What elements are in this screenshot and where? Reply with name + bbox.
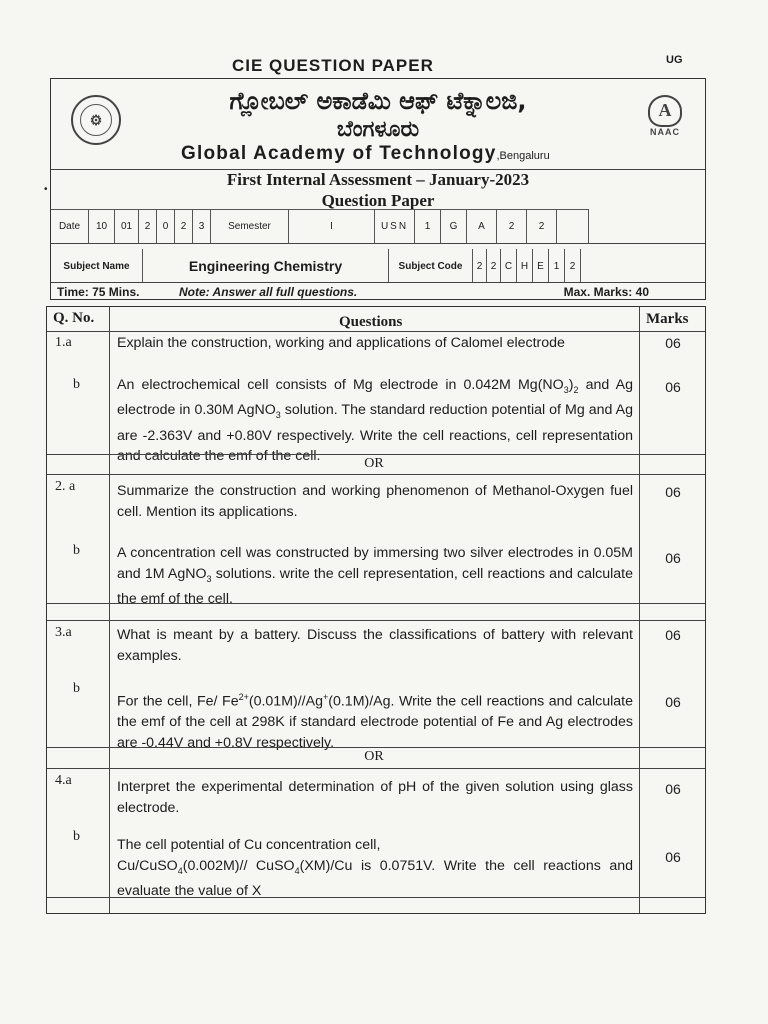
date-digit: 0 (157, 209, 175, 243)
max-marks: Max. Marks: 40 (563, 285, 649, 299)
question-number: 3.a (55, 625, 72, 640)
level-label: UG (666, 54, 683, 66)
usn-char: G (441, 209, 467, 243)
question-marks: 06 (665, 627, 681, 643)
question-number: b (73, 829, 80, 844)
date-digit: 10 (89, 209, 115, 243)
question-text: What is meant by a battery. Discuss the classifications of battery with relevant examples. (117, 627, 633, 664)
document-label: Question Paper (321, 191, 435, 210)
header-marks: Marks (646, 311, 689, 327)
question-text: An electrochemical cell consists of Mg electrode in 0.042M $Mg(NO_3)_2$ and Ag electrode in 0.30M AgNO$_3$ solution. The standard reduction potential of Mg and Ag are -2.363V and +0.80V respectively. Write the cell reactions, cell representation and calculate the emf of the cell. (117, 377, 634, 465)
instructions-note: Note: Answer all full questions. (179, 285, 358, 299)
subject-code-char: C (501, 249, 517, 283)
row-divider (47, 897, 705, 898)
date-usn-row (51, 209, 611, 243)
subject-name-label: Subject Name (51, 249, 143, 283)
question-number: b (73, 681, 80, 696)
date-digit: 2 (175, 209, 193, 243)
time-note-row (51, 283, 705, 301)
semester-label: Semester (211, 209, 289, 243)
column-divider (109, 307, 110, 913)
naac-grade: A (648, 95, 682, 127)
date-label: Date (51, 209, 89, 243)
institution-name-kannada: ಗ್ಲೋಬಲ್ ಅಕಾಡೆಮಿ ಆಫ್ ಟೆಕ್ನಾಲಜಿ, (229, 87, 527, 115)
usn-char: 1 (415, 209, 441, 243)
row-divider (47, 331, 705, 332)
question-marks: 06 (665, 781, 681, 797)
question-text: Interpret the experimental determination of pH of the given solution using glass electrode. (117, 779, 633, 816)
assessment-title: First Internal Assessment – January-2023 (226, 170, 530, 189)
subject-code-char: 2 (565, 249, 581, 283)
question-marks: 06 (665, 849, 681, 865)
institution-logo-icon: ⚙ (71, 95, 121, 145)
date-digit: 3 (193, 209, 211, 243)
questions-table (46, 306, 706, 914)
semester-value: I (289, 209, 375, 243)
row-divider (47, 454, 705, 455)
question-marks: 06 (665, 335, 681, 351)
question-marks: 06 (665, 694, 681, 710)
header-box (50, 78, 706, 300)
question-marks: 06 (665, 379, 681, 395)
time-allowed: Time: 75 Mins. (57, 285, 140, 299)
subject-code-char: 1 (549, 249, 565, 283)
margin-dot: • (44, 184, 48, 195)
row-divider (47, 768, 705, 769)
or-separator: OR (364, 749, 384, 764)
question-number: b (73, 377, 80, 392)
subject-code-char: 2 (487, 249, 501, 283)
usn-label: USN (375, 209, 415, 243)
subject-code-char: E (533, 249, 549, 283)
row-divider (47, 474, 705, 475)
institution-name (181, 143, 550, 165)
question-text: Explain the construction, working and applications of Calomel electrode (117, 335, 565, 351)
row-divider (47, 747, 705, 748)
institution-city-kannada: ಬೆಂಗಳೂರು (336, 117, 420, 142)
divider (51, 243, 705, 244)
question-marks: 06 (665, 484, 681, 500)
column-divider (639, 307, 640, 913)
subject-code-char: H (517, 249, 533, 283)
question-text: A concentration cell was constructed by immersing two silver electrodes in 0.05M and 1M AgNO$_3$ solutions. write the cell representation, cell reactions and calculate the emf of the cell. (117, 545, 633, 607)
usn-char: 2 (527, 209, 557, 243)
subject-code-label: Subject Code (389, 249, 473, 283)
header-questions: Questions (339, 314, 403, 330)
row-divider (47, 620, 705, 621)
question-text: For the cell, Fe/ $Fe^{2+}(0.01M)//Ag^+(0.1M)/Ag$. Write the cell reactions and calculate the emf of the cell at 298K if standard electrode potential of Fe and Ag electrodes are -0.44V and +0.8V respectively. (117, 692, 634, 751)
naac-text: NAAC (650, 127, 680, 137)
question-text: Summarize the construction and working phenomenon of Methanol-Oxygen fuel cell. Mention its applications. (117, 483, 633, 520)
institution-location: ,Bengaluru (496, 150, 550, 162)
usn-char-empty (557, 209, 589, 243)
or-separator: OR (364, 456, 384, 471)
usn-char: A (467, 209, 497, 243)
question-marks: 06 (665, 550, 681, 566)
header-qno: Q. No. (53, 310, 95, 326)
question-number: 4.a (55, 773, 72, 788)
subject-name: Engineering Chemistry (143, 249, 389, 283)
row-divider (47, 603, 705, 604)
usn-char: 2 (497, 209, 527, 243)
question-number: 1.a (55, 335, 72, 350)
date-digit: 01 (115, 209, 139, 243)
paper-title: CIE QUESTION PAPER (232, 56, 434, 75)
institution-name-text: Global Academy of Technology (181, 143, 497, 164)
date-digit: 2 (139, 209, 157, 243)
subject-row (51, 249, 631, 283)
question-number: 2. a (55, 479, 76, 494)
subject-code-char: 2 (473, 249, 487, 283)
question-number: b (73, 543, 80, 558)
question-text: The cell potential of Cu concentration cell, Cu/CuSO$_4$(0.002M)// CuSO$_4$(XM)/Cu is 0.0751V. Write the cell reactions and evaluate the value of X (117, 837, 634, 899)
